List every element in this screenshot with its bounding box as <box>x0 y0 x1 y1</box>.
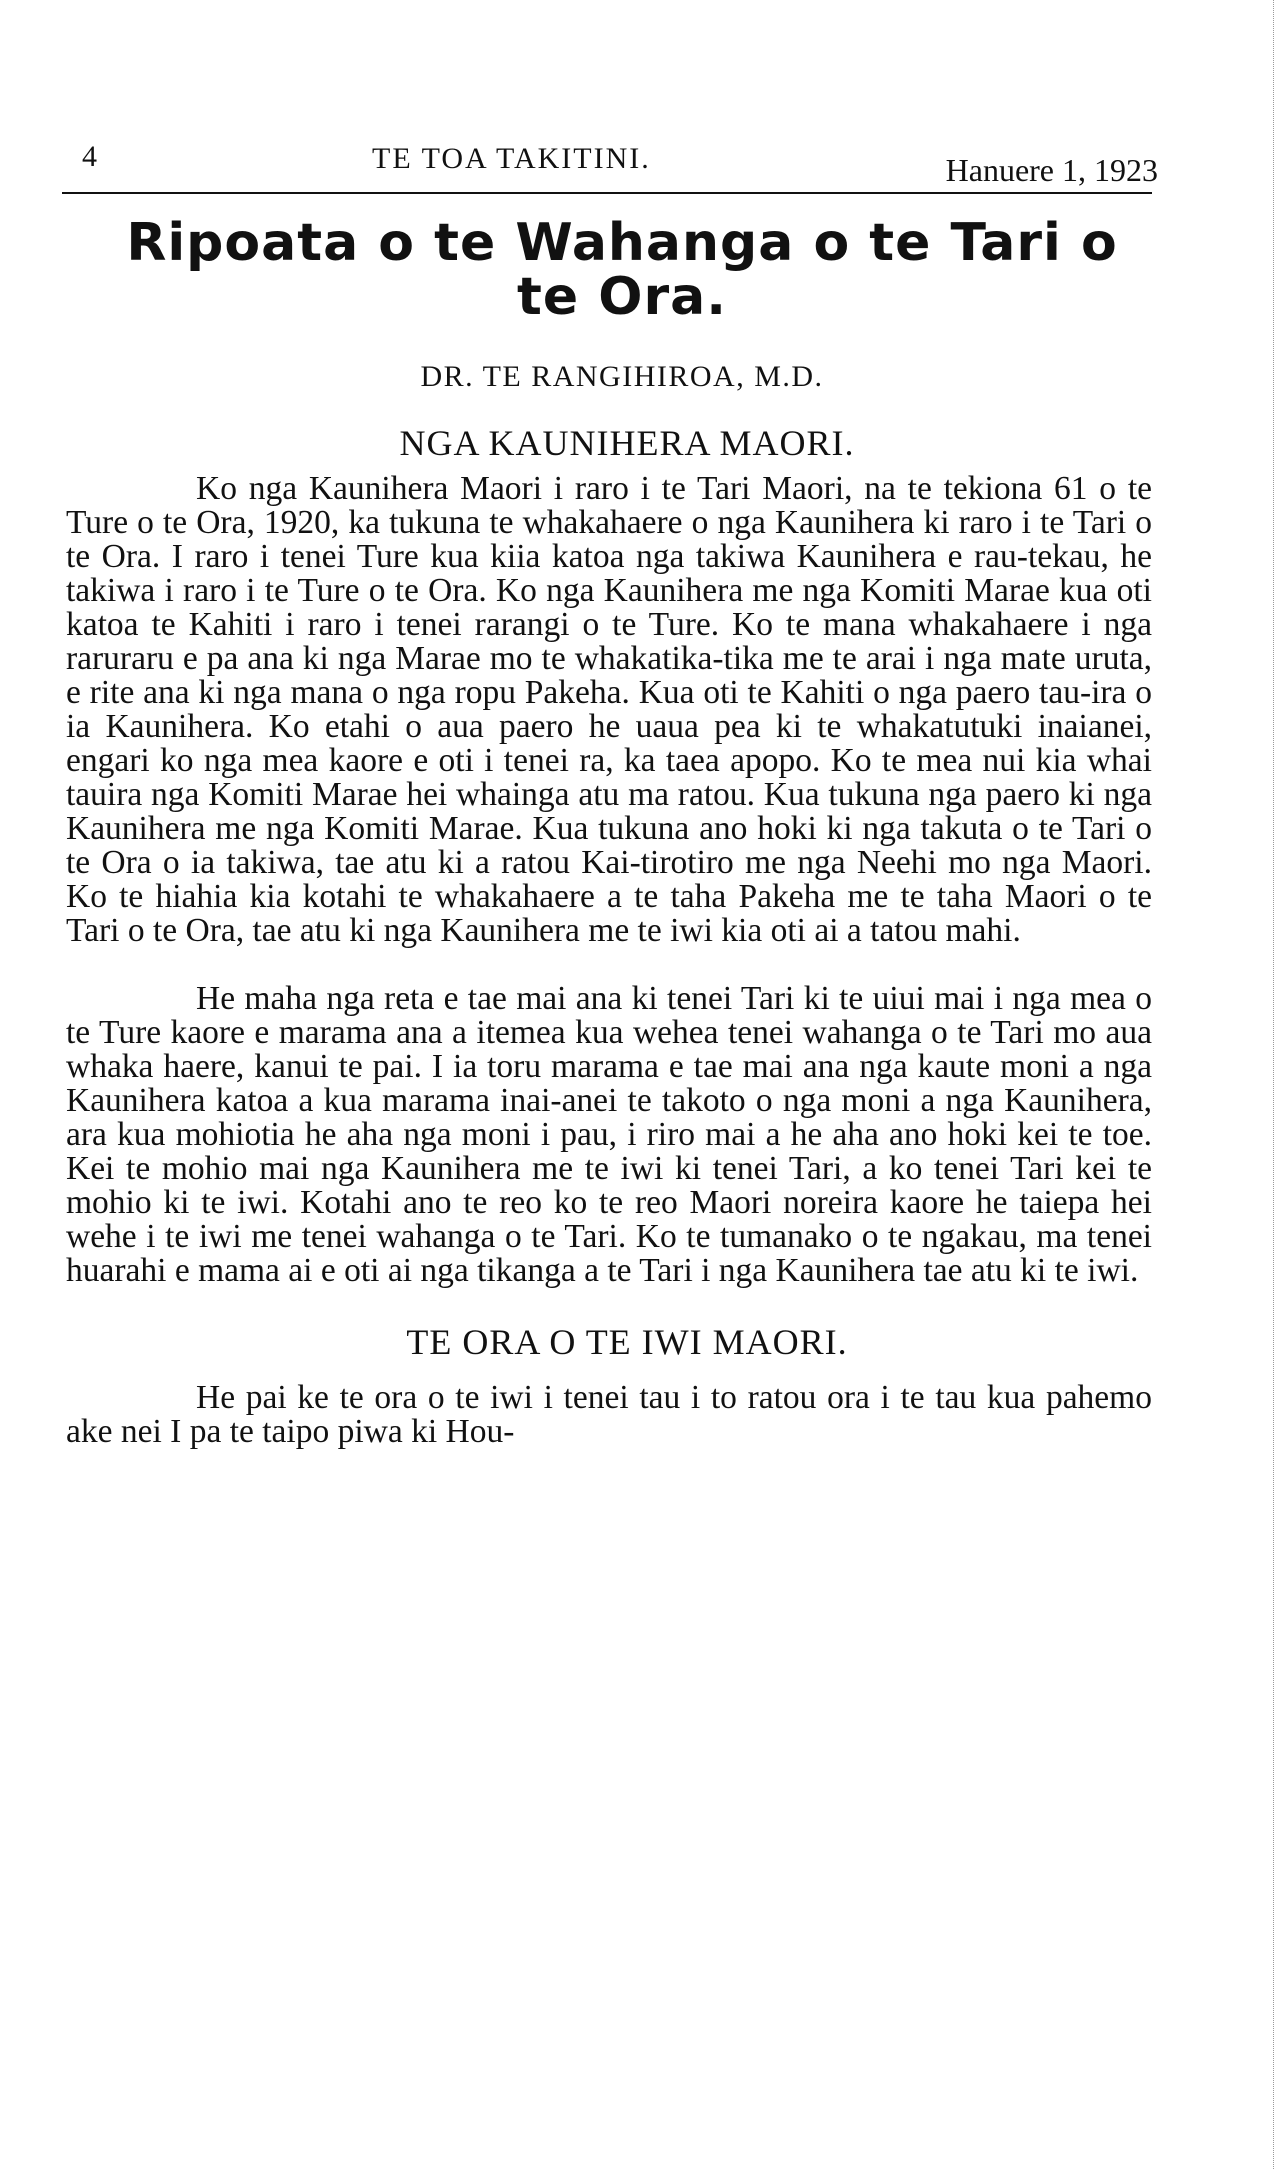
body-paragraph: Ko nga Kaunihera Maori i raro i te Tari Maori, na te tekiona 61 o te Ture o te Ora, 1920, ka tukuna te whakahaere o nga Kaunihera ki raro i te Tari o te Ora. I raro i tenei Ture kua kiia katoa nga takiwa Kaunihera e rau-tekau, he takiwa i raro i te Ture o te Ora. Ko nga Kaunihera me nga Komiti Marae kua oti katoa te Kahiti i raro i tenei rarangi o te Ture. Ko te mana whakahaere i nga raruraru e pa ana ki nga Marae mo te whakatika-tika me te arai i nga mate uruta, e rite ana ki nga mana o nga ropu Pakeha. Kua oti te Kahiti o nga paero tau-ira o ia Kaunihera. Ko etahi o aua paero he uaua pea ki te whakatutuki inaianei, engari ko nga mea kaore e oti i tenei ra, ka taea apopo. Ko te mea nui kia whai tauira nga Komiti Marae hei whainga atu ma ratou. Kua tukuna nga paero ki nga Kaunihera me nga Komiti Marae. Kua tukuna ano hoki ki nga takuta o te Tari o te Ora o ia takiwa, tae atu ki a ratou Kai-tirotiro me nga Neehi mo nga Maori. Ko te hiahia kia kotahi te whakahaere a te taha Pakeha me te taha Maori o te Tari o te Ora, tae atu ki nga Kaunihera me te iwi kia oti ai a tatou mahi. <box>66 470 1152 949</box>
article-title: Ripoata o te Wahanga o te Tari o te Ora. <box>126 213 1118 327</box>
section-heading-ora: TE ORA O TE IWI MAORI. <box>406 1322 848 1362</box>
page-edge <box>1267 0 1274 2169</box>
document-page <box>62 130 1158 1483</box>
body-paragraph: He pai ke te ora o te iwi i tenei tau i to ratou ora i te tau kua pahemo ake nei I pa te taipo piwa ki Hou- <box>66 1379 1152 1450</box>
page-number: 4 <box>82 140 97 173</box>
article-author: DR. TE RANGIHIROA, M.D. <box>420 360 824 393</box>
body-paragraph: He maha nga reta e tae mai ana ki tenei Tari ki te uiui mai i nga mea o te Ture kaore e marama ana a itemea kua wehea tenei wahanga o te Tari mo aua whaka haere, kanui te pai. I ia toru marama e tae mai ana nga kaute moni a nga Kaunihera katoa a kua marama inai-anei te takoto o nga moni a nga Kaunihera, ara kua mohiotia he aha nga moni i pau, i riro mai a he aha ano hoki kei te toe. Kei te mohio mai nga Kaunihera me te iwi ki tenei Tari, a ko tenei Tari kei te mohio ki te iwi. Kotahi ano te reo ko te reo Maori noreira kaore he taiepa hei wehe i te iwi me tenei wahanga o te Tari. Ko te tumanako o te ngakau, ma tenei huarahi e mama ai e oti ai nga tikanga a te Tari i nga Kaunihera tae atu ki te iwi. <box>66 979 1152 1289</box>
section-heading-kaunihera: NGA KAUNIHERA MAORI. <box>399 423 855 463</box>
issue-date: Hanuere 1, 1923 <box>945 152 1158 188</box>
running-header <box>62 130 1158 194</box>
publication-title: TE TOA TAKITINI. <box>372 142 651 175</box>
